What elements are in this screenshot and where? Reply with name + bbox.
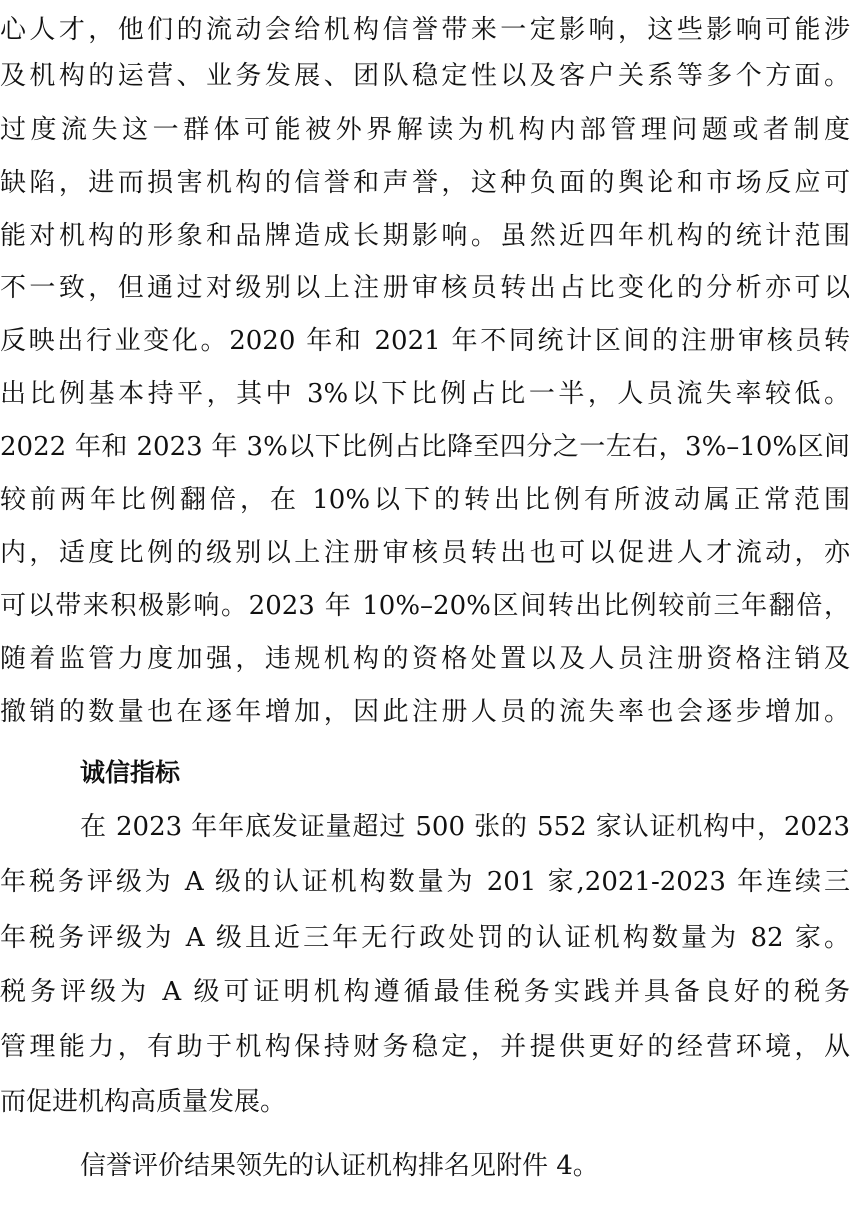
body-text-line: 不一致，但通过对级别以上注册审核员转出占比变化的分析亦可以: [0, 273, 850, 303]
body-text-line: 在 2023 年年底发证量超过 500 张的 552 家认证机构中，2023: [80, 812, 850, 842]
body-text-line: 年税务评级为 A 级且近三年无行政处罚的认证机构数量为 82 家。: [0, 923, 850, 953]
body-text-line: 出比例基本持平，其中 3%以下比例占比一半，人员流失率较低。: [0, 379, 850, 409]
body-text-line: 及机构的运营、业务发展、团队稳定性以及客户关系等多个方面。: [0, 61, 850, 91]
body-text-line: 较前两年比例翻倍，在 10%以下的转出比例有所波动属正常范围: [0, 485, 850, 515]
body-text-line: 缺陷，进而损害机构的信誉和声誉，这种负面的舆论和市场反应可: [0, 168, 850, 198]
body-text-line: 税务评级为 A 级可证明机构遵循最佳税务实践并具备良好的税务: [0, 977, 850, 1007]
body-text-line: 可以带来积极影响。2023 年 10%–20%区间转出比例较前三年翻倍，: [0, 591, 850, 621]
body-text-line: 撤销的数量也在逐年增加，因此注册人员的流失率也会逐步增加。: [0, 697, 850, 727]
body-text-line: 反映出行业变化。2020 年和 2021 年不同统计区间的注册审核员转: [0, 326, 850, 356]
body-text-line: 信誉评价结果领先的认证机构排名见附件 4。: [80, 1151, 599, 1181]
body-text-line: 心人才，他们的流动会给机构信誉带来一定影响，这些影响可能涉: [0, 15, 850, 45]
body-text-line: 而促进机构高质量发展。: [0, 1087, 287, 1117]
body-text-line: 年税务评级为 A 级的认证机构数量为 201 家,2021-2023 年连续三: [0, 867, 850, 897]
body-text-line: 随着监管力度加强，违规机构的资格处置以及人员注册资格注销及: [0, 644, 850, 674]
body-text-line: 管理能力，有助于机构保持财务稳定，并提供更好的经营环境，从: [0, 1032, 850, 1062]
body-text-line: 能对机构的形象和品牌造成长期影响。虽然近四年机构的统计范围: [0, 221, 850, 251]
body-text-line: 内，适度比例的级别以上注册审核员转出也可以促进人才流动，亦: [0, 538, 850, 568]
section-heading: 诚信指标: [80, 758, 181, 787]
body-text-line: 2022 年和 2023 年 3%以下比例占比降至四分之一左右，3%–10%区间: [0, 432, 850, 462]
body-text-line: 过度流失这一群体可能被外界解读为机构内部管理问题或者制度: [0, 115, 850, 145]
